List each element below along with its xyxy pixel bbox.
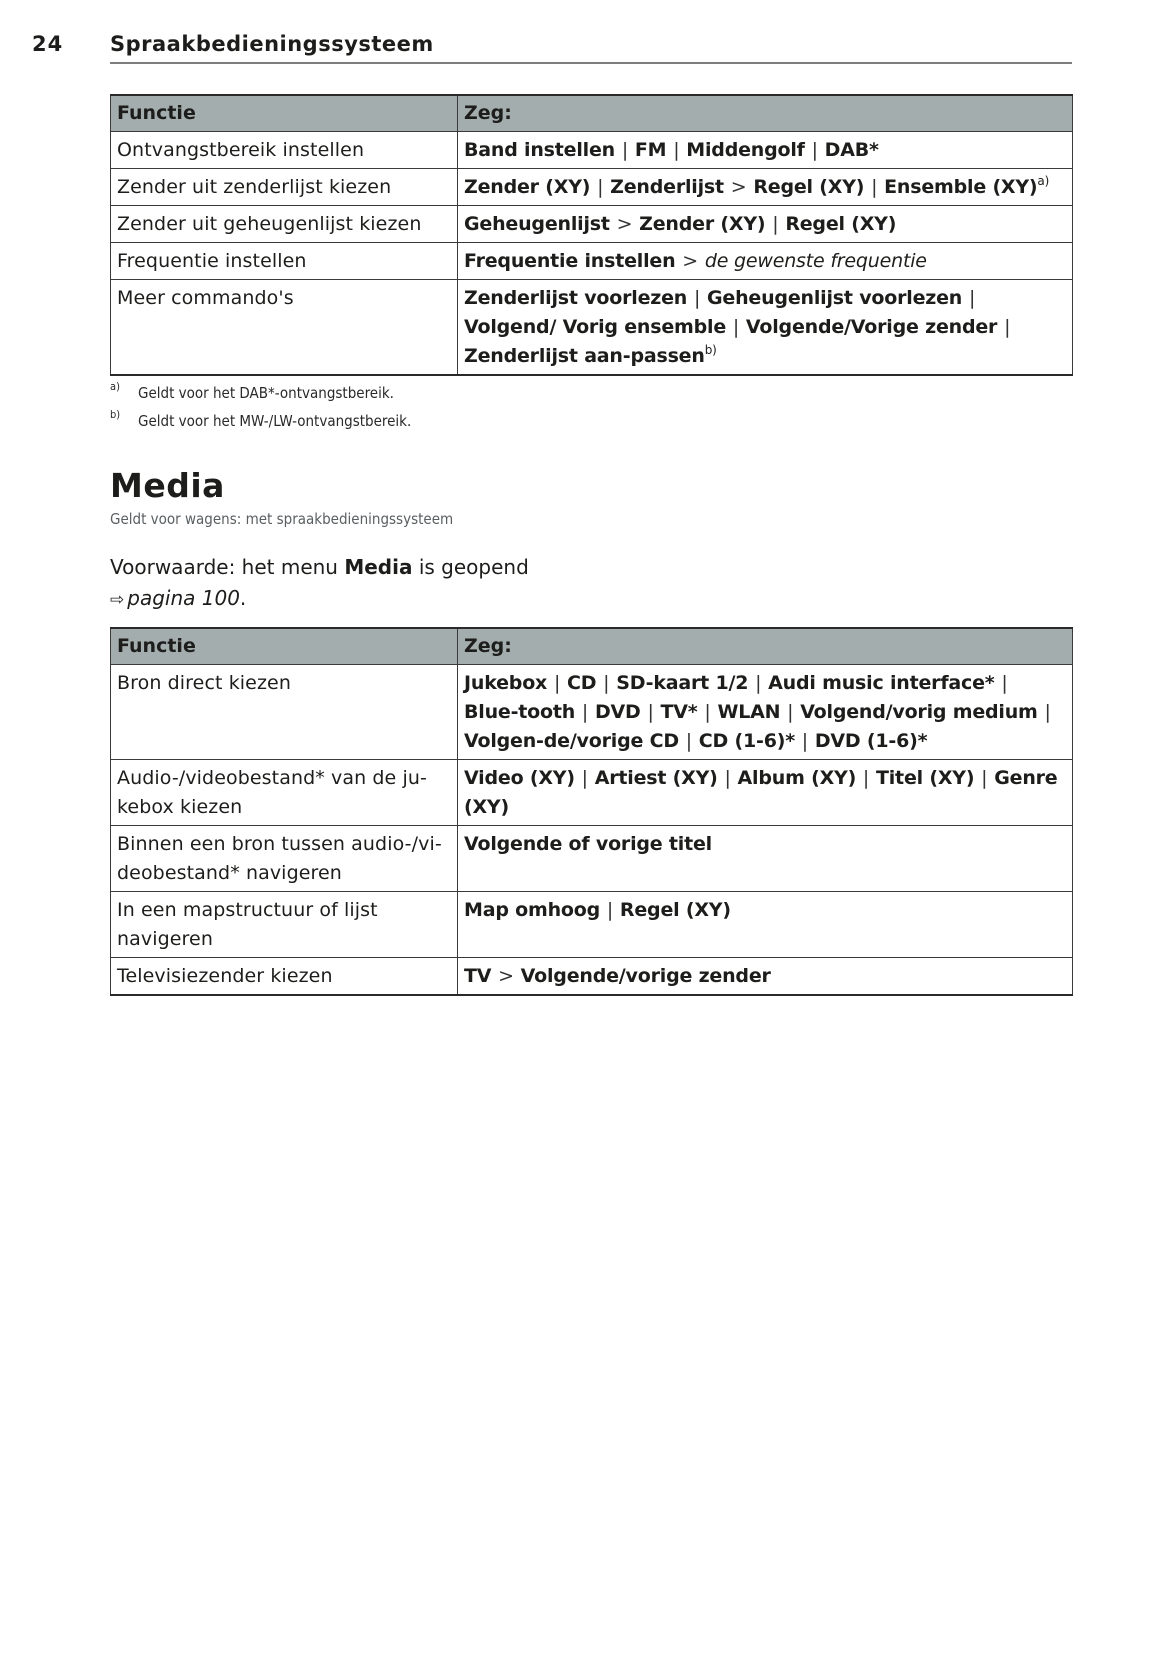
say-cell: Band instellen | FM | Middengolf | DAB* <box>458 132 1073 169</box>
say-cell: Video (XY) | Artiest (XY) | Album (XY) | Titel (XY) | Genre (XY) <box>458 760 1073 826</box>
precondition-text: Voorwaarde: het menu Media is geopend ⇨ pagina 100. <box>110 555 529 610</box>
radio-commands-table <box>110 94 1073 376</box>
say-cell: Frequentie instellen > de gewenste frequentie <box>458 243 1073 280</box>
table-header-row <box>111 628 1073 665</box>
page-header <box>0 28 1072 64</box>
section-title-media: Media <box>110 466 225 505</box>
function-cell: Ontvangstbereik instellen <box>111 132 458 169</box>
footnote-mark: a) <box>110 380 120 393</box>
table-row <box>111 760 1073 826</box>
function-cell: Frequentie instellen <box>111 243 458 280</box>
footnotes <box>110 380 710 440</box>
function-cell: Bron direct kiezen <box>111 665 458 760</box>
page-reference-link[interactable]: pagina 100 <box>127 586 240 610</box>
column-header-zeg: Zeg: <box>458 95 1073 132</box>
table-row <box>111 169 1073 206</box>
section-subtitle: Geldt voor wagens: met spraakbedieningssysteem <box>110 510 454 528</box>
footnote-text: Geldt voor het MW-/LW-ontvangstbereik. <box>138 412 412 430</box>
function-cell: Meer commando's <box>111 280 458 376</box>
chapter-title: Spraakbedieningssysteem <box>110 32 434 56</box>
function-cell: Audio-/videobestand* van de ju-kebox kiezen <box>111 760 458 826</box>
footnote-b <box>110 408 710 440</box>
say-cell: Zenderlijst voorlezen | Geheugenlijst voorlezen | Volgend/ Vorig ensemble | Volgende/Vorige zender | Zenderlijst aan-passen$^{b)}$ <box>458 280 1073 376</box>
say-cell: Volgende of vorige titel <box>458 826 1073 892</box>
footnote-a <box>110 380 710 412</box>
say-cell: Map omhoog | Regel (XY) <box>458 892 1073 958</box>
say-cell: TV > Volgende/vorige zender <box>458 958 1073 996</box>
header-rule <box>110 62 1072 64</box>
function-cell: Televisiezender kiezen <box>111 958 458 996</box>
say-cell: Zender (XY) | Zenderlijst > Regel (XY) | Ensemble (XY)$^{a)}$ <box>458 169 1073 206</box>
function-cell: Binnen een bron tussen audio-/vi-deobestand* navigeren <box>111 826 458 892</box>
say-cell: Jukebox | CD | SD-kaart 1/2 | Audi music interface* | Blue-tooth | DVD | TV* | WLAN | Volgend/vorig medium | Volgen-de/vorige CD | CD (1-6)* | DVD (1-6)* <box>458 665 1073 760</box>
say-cell: Geheugenlijst > Zender (XY) | Regel (XY) <box>458 206 1073 243</box>
table-row <box>111 243 1073 280</box>
column-header-functie: Functie <box>111 628 458 665</box>
column-header-zeg: Zeg: <box>458 628 1073 665</box>
table-header-row <box>111 95 1073 132</box>
table-row <box>111 958 1073 996</box>
table-row <box>111 892 1073 958</box>
table-row <box>111 826 1073 892</box>
footnote-mark: b) <box>110 408 121 421</box>
footnote-text: Geldt voor het DAB*-ontvangstbereik. <box>138 384 394 402</box>
footnote-ref[interactable]: b) <box>704 343 717 357</box>
table-row <box>111 280 1073 376</box>
arrow-right-icon: ⇨ <box>110 590 125 610</box>
function-cell: Zender uit geheugenlijst kiezen <box>111 206 458 243</box>
function-cell: Zender uit zenderlijst kiezen <box>111 169 458 206</box>
table-row <box>111 132 1073 169</box>
footnote-ref[interactable]: a) <box>1037 174 1050 188</box>
function-cell: In een mapstructuur of lijst navigeren <box>111 892 458 958</box>
media-commands-table <box>110 627 1073 996</box>
table-row <box>111 665 1073 760</box>
column-header-functie: Functie <box>111 95 458 132</box>
table-row <box>111 206 1073 243</box>
page-number: 24 <box>32 32 64 56</box>
